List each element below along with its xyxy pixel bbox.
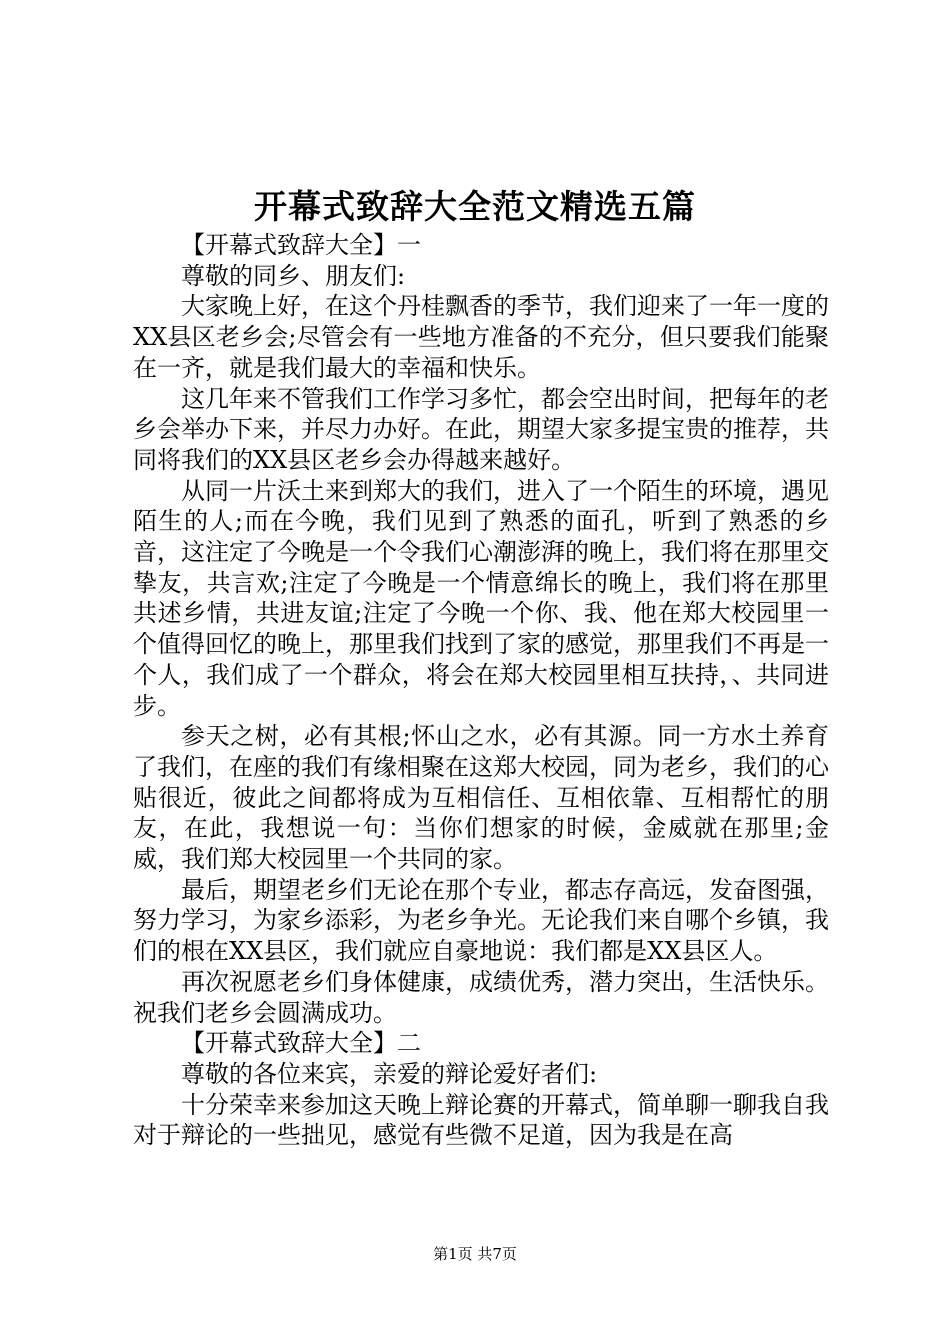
paragraph: 尊敬的同乡、朋友们: [181,261,406,290]
paragraph: 【开幕式致辞大全】二 [181,1029,421,1058]
document-title: 开幕式致辞大全范文精选五篇 [254,187,696,226]
paragraph: 再次祝愿老乡们身体健康，成绩优秀，潜力突出，生活快乐。祝我们老乡会圆满成功。 [133,967,829,1027]
paragraph: 从同一片沃土来到郑大的我们，进入了一个陌生的环境，遇见陌生的人;而在今晚，我们见到了熟悉的面孔，听到了熟悉的乡音，这注定了今晚是一个令我们心潮澎湃的晚上，我们将在那里交挚友，共言欢;注定了今晚是一个情意绵长的晚上，我们将在那里共述乡情，共进友谊;注定了今晚一个你、我、他在郑大校园里一个值得回忆的晚上，那里我们找到了家的感觉，那里我们不再是一个人，我们成了一个群众，将会在郑大校园里相互扶持，、共同进步。 [133,476,829,720]
paragraph: 最后，期望老乡们无论在那个专业，都志存高远，发奋图强，努力学习，为家乡添彩，为老乡争光。无论我们来自哪个乡镇，我们的根在XX县区，我们就应自豪地说：我们都是XX县区人。 [133,875,829,966]
paragraph: 大家晚上好，在这个丹桂飘香的季节，我们迎来了一年一度的XX县区老乡会;尽管会有一些地方准备的不充分，但只要我们能聚在一齐，就是我们最大的幸福和快乐。 [133,292,829,382]
paragraph: 这几年来不管我们工作学习多忙，都会空出时间，把每年的老乡会举办下来，并尽力办好。在此，期望大家多提宝贵的推荐，共同将我们的XX县区老乡会办得越来越好。 [133,384,829,474]
paragraph: 十分荣幸来参加这天晚上辩论赛的开幕式，简单聊一聊我自我对于辩论的一些拙见，感觉有些微不足道，因为我是在高 [133,1090,829,1150]
page-number-footer: 第1页 共7页 [433,1245,517,1263]
paragraph: 【开幕式致辞大全】一 [181,231,421,259]
paragraph: 尊敬的各位来宾，亲爱的辩论爱好者们: [181,1059,598,1088]
document-body [133,230,829,1151]
paragraph: 参天之树，必有其根;怀山之水，必有其源。同一方水土养育了我们，在座的我们有缘相聚在这郑大校园，同为老乡，我们的心贴很近，彼此之间都将成为互相信任、互相依靠、互相帮忙的朋友，在此，我想说一句：当你们想家的时候，金威就在那里;金威，我们郑大校园里一个共同的家。 [133,722,829,874]
